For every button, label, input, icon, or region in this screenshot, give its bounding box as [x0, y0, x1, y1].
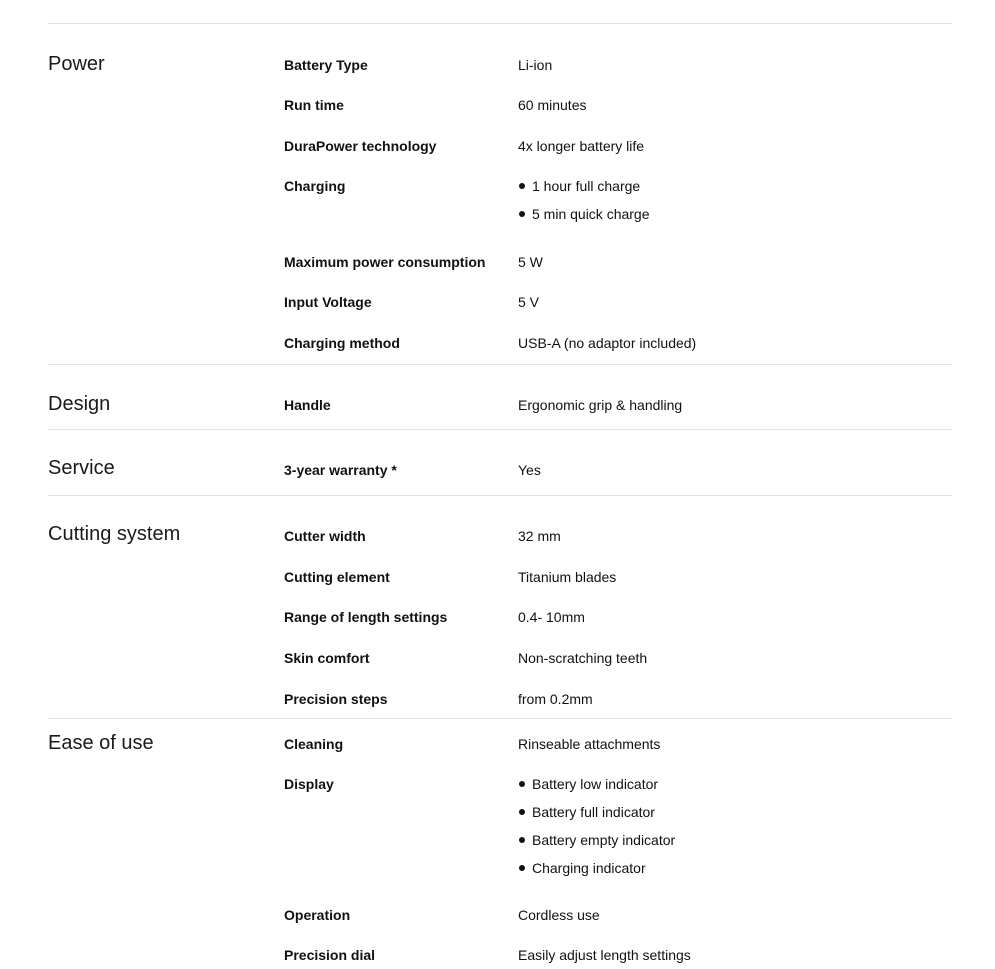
spec-row-durapower — [284, 136, 952, 156]
spec-label: Operation — [284, 907, 351, 923]
spec-label: Maximum power consumption — [284, 254, 486, 270]
spec-value: Yes — [518, 462, 541, 478]
spec-row-display — [284, 774, 952, 876]
spec-label: Handle — [284, 397, 331, 413]
section-cutting-system — [48, 496, 952, 719]
bullet-item: Battery empty indicator — [518, 830, 675, 858]
bullet-item: 5 min quick charge — [518, 204, 650, 232]
spec-row-skin-comfort — [284, 648, 952, 668]
specifications-table — [48, 23, 952, 969]
bullet-item: Battery full indicator — [518, 802, 675, 830]
spec-value: 0.4- 10mm — [518, 609, 585, 625]
spec-value: Li-ion — [518, 57, 553, 73]
spec-value-list — [518, 176, 650, 232]
spec-label: 3-year warranty * — [284, 462, 397, 478]
spec-label: Display — [284, 776, 334, 792]
spec-row-cleaning — [284, 734, 952, 754]
spec-row-precision-steps — [284, 689, 952, 709]
spec-value: Cordless use — [518, 907, 600, 923]
spec-value: from 0.2mm — [518, 691, 593, 707]
section-ease-of-use — [48, 719, 952, 969]
spec-label: Cutter width — [284, 528, 366, 544]
spec-row-handle — [284, 395, 952, 415]
section-title: Power — [48, 53, 105, 75]
spec-value: Easily adjust length settings — [518, 947, 691, 963]
spec-label: DuraPower technology — [284, 138, 437, 154]
spec-row-run-time — [284, 95, 952, 115]
spec-label: Cleaning — [284, 736, 344, 752]
spec-value: Non-scratching teeth — [518, 650, 648, 666]
spec-row-max-power — [284, 252, 952, 272]
spec-row-input-voltage — [284, 292, 952, 312]
spec-label: Charging method — [284, 335, 400, 351]
spec-label: Skin comfort — [284, 650, 370, 666]
spec-value: 4x longer battery life — [518, 138, 645, 154]
spec-label: Precision dial — [284, 947, 376, 963]
spec-value: 5 V — [518, 294, 540, 310]
spec-label: Cutting element — [284, 569, 390, 585]
spec-value: 5 W — [518, 254, 543, 270]
spec-row-battery-type — [284, 55, 952, 75]
section-title: Service — [48, 457, 115, 479]
spec-value: Ergonomic grip & handling — [518, 397, 683, 413]
spec-value-list — [518, 774, 675, 886]
bullet-item: Battery low indicator — [518, 774, 675, 802]
spec-row-length-settings — [284, 607, 952, 627]
spec-label: Range of length settings — [284, 609, 448, 625]
spec-value: Titanium blades — [518, 569, 617, 585]
spec-value: 60 minutes — [518, 97, 587, 113]
spec-row-cutting-element — [284, 567, 952, 587]
spec-value: USB-A (no adaptor included) — [518, 335, 697, 351]
section-service — [48, 430, 952, 496]
spec-row-warranty — [284, 460, 952, 480]
spec-value: 32 mm — [518, 528, 561, 544]
spec-label: Run time — [284, 97, 344, 113]
spec-row-cutter-width — [284, 526, 952, 546]
section-design — [48, 365, 952, 430]
spec-row-charging — [284, 176, 952, 222]
section-title: Cutting system — [48, 523, 181, 545]
spec-label: Input Voltage — [284, 294, 372, 310]
bullet-item: 1 hour full charge — [518, 176, 650, 204]
bullet-item: Charging indicator — [518, 858, 675, 886]
spec-label: Precision steps — [284, 691, 388, 707]
spec-row-precision-dial — [284, 945, 952, 965]
spec-label: Charging — [284, 178, 346, 194]
spec-row-operation — [284, 905, 952, 925]
spec-row-charging-method — [284, 333, 952, 353]
section-power — [48, 24, 952, 365]
spec-label: Battery Type — [284, 57, 368, 73]
section-title: Design — [48, 393, 111, 415]
spec-value: Rinseable attachments — [518, 736, 661, 752]
section-title: Ease of use — [48, 732, 154, 754]
